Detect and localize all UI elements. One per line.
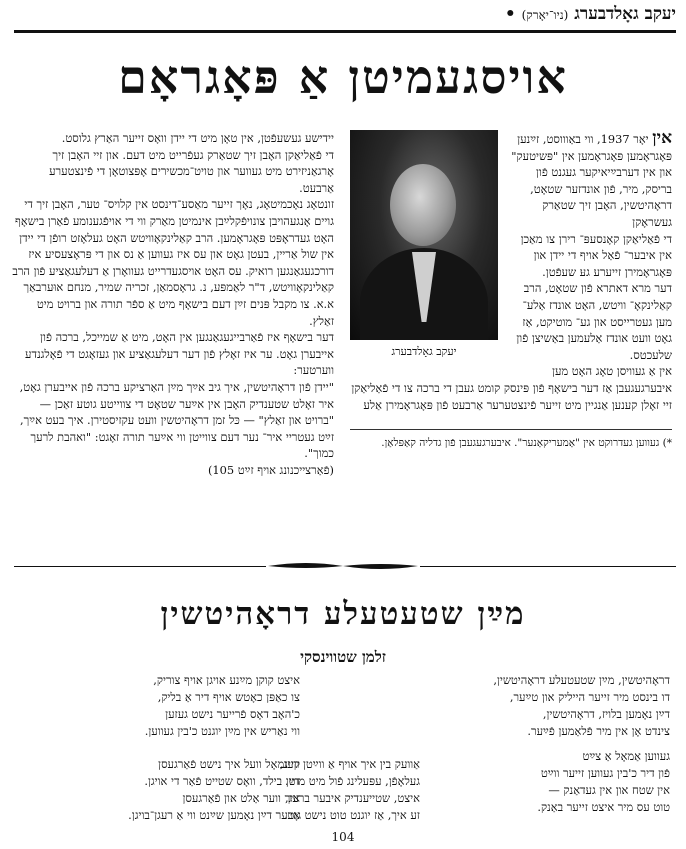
poem-stanza	[40, 672, 300, 740]
poem-line: דראָהיטשין, מײַן שטעטעלע דראָהיטשין,	[493, 673, 670, 687]
article-paragraph: יידישע געשעפֿטן, אין טאָן מיט די יידן וואָס זייער האַרץ גלוסט.	[61, 131, 334, 145]
poem-line: ווי נאַריש אין מײַן יוגנט כ'בין געווען.	[144, 724, 300, 738]
article-paragraph-text: יאָר 1937, ווי באַוווסט, זײַנען פּאָגראָמען פּאָגראָמען אין "פּשיטעק" און אין דערבײַיאיקער געגנט פֿון בריסק, מיר, פֿון אונדזער שטאָט, דראָהיטשין, האָבן זיך שטאַרק געשראָקן	[511, 132, 672, 229]
poem-line: דו בינסט מיר זייער הייליק און טײַער,	[509, 690, 670, 704]
poem-line: אַוועק בין איך אויף אַ ווײַטן וועג,	[279, 757, 420, 771]
article-paragraph: "יידן פֿון דראָהיטשין, איך גיב אײַך מײַן האַרציקע ברכה פֿון אייבערן גאָט, איר זאָלט שטענדיק האָבן אין אײַער שטאָט די צווייטע גוטע זאַכן — "ברויט און זאַלץ" — כּל זמן דראָהיטשין וועט עקזיסטירן. איך בעט אײַך, זײַט געטריי איר־ נער דעם צווייטן ווי אײַער תורה זאָגט: "ואהבת לרעך כמוך".	[19, 379, 334, 461]
article-paragraph: דער מרא דאתרא פֿון שטאָט, הרב קאַלינקאָ־ וויטש, האָט אונדז אַלע־ מען געטרייסט און גע־ מוטיקט, אַז גאָט וועט אונדז אַלעמען באַשיצן פֿון שלעכטס.	[516, 281, 672, 362]
divider-ornament-icon	[266, 559, 420, 573]
poem-line: זע איך, אַז יוגנט טוט נישט גוט.	[283, 808, 420, 822]
article-paragraph: די פֿאַליאַקן קאָנסעפּ־ רירן צו מאַכן אין איבער־ פֿאַל אויף די יידן און פּאָגראָמירן זייערע געּ שעפֿטן.	[520, 231, 672, 279]
article-paragraph: זונטאָג נאָכמיטאָג, נאָך זייער מאַסע־דינסט אין קלויס־ טער, האָבן זיך די גויים אָנגעהויבן צונויפֿקלײַבן אינמיטן מאַרק ווי די אויפֿגענומע פֿאַרן בישאָף האָט געדראָפּט פּאָגראָמען. הרב קאַלינקאָוויטש האָט געלאָזט רופֿן די יידן אין שול אַריין, בעטן גאָט און עס איז געווען אַ נס און די פּראָצעסיע איז דורכגעגאַנגען רואיק. עס האָט אויסגעדרייט געוואָרן אַ דעלעגאַציע פֿון הרב קאַלינקאָוויטש, ד"ר לאַמפּע, נ. גראָסמאַן, זכריה שמיר, מנחם אוּערבאַך א.א. צו מקבל פּנים זײַן דעם בישאָף מיט אַ ספֿר תורה און ברויט מיט זאַלץ.	[12, 197, 334, 328]
poem-line: דײַן נאָמען בלויז, דראָהיטשין,	[542, 707, 670, 721]
article-column-right	[350, 130, 672, 451]
poem-line: געלאָפֿן, עפּעלינג פֿול מיט מוט.	[285, 774, 420, 788]
poem-stanza	[430, 748, 670, 816]
header-author	[505, 4, 676, 24]
author-photo	[350, 130, 498, 362]
poem-line: צו כאַפּן כאָטש אויף דיר אַ בליק,	[157, 690, 300, 704]
poem-stanza	[430, 672, 670, 740]
poem-line: איך ווער אַלט און פֿאַרגעסן	[182, 791, 300, 805]
poem-author: זלמן שטווינסקי	[300, 648, 386, 666]
photo-caption: יעקב גאָלדבערג	[391, 345, 457, 358]
page-number: 104	[331, 830, 355, 844]
poem-line: אָבער דײַן נאָמען שײַנט ווי אַ רעגן־בויגן.	[128, 808, 300, 822]
poem-line: אין שטח און אין געדאַנק —	[548, 783, 670, 797]
article-column-left	[12, 130, 334, 478]
header-city: (ניו־יאָרק)	[521, 8, 569, 22]
poem-line: כ'האָב דאָס פֿרייער נישט געזען	[165, 707, 300, 721]
poem-line: דײַן בילד, וואָס שטייט פֿאַר די אויגן.	[144, 774, 300, 788]
poem-line: איצט, שטייענדיק איבער ברעג,	[284, 791, 420, 805]
article-paragraph: די פֿאַליאַקן האָבן זיך שטאַרק געפֿרייט מיט דעם. און זיי האָבן זיך אָרגאַניזירט מיט געווער און טויט־מכשירים אָפּצוטאָן די פֿינצטערע אַרבעט.	[49, 147, 334, 195]
article-paragraph: אין אַ געוויסן טאָג האָט מען איבערגעגעבן אַז דער בישאָף פֿון פּינסק קומט געבן די ברכה צו די פֿאַליאַקן זיי זאָלן קענען אַנגיין מיט זייער פֿינצטערער אַרבעט פֿון פּאָגראָמירן אַלע	[351, 364, 672, 412]
portrait-face	[390, 164, 456, 246]
poem-stanza	[40, 756, 300, 824]
author-portrait-image	[350, 130, 498, 340]
continuation-note: (פֿאַרצייכנונג אויף זײַט 105)	[207, 462, 334, 477]
header-bullet: •	[504, 4, 516, 24]
poem-line: טוט עס מיר איצט זייער באַנק.	[537, 800, 670, 814]
poem-line: איצט קוקן מײַנע אויגן אויף צוריק,	[153, 673, 300, 687]
poem-line: קיינמאָל וועל איך נישט פֿאַרגעסן	[158, 757, 300, 771]
running-header	[14, 4, 676, 33]
header-author-name: יעקב גאָלדבערג	[574, 4, 676, 24]
article-title: אויסגעמיטן אַ פּאָגראָם	[118, 50, 568, 104]
article-paragraph: דער בישאָף איז פֿאַרבייגעגאַנגען אין האָט, מיט אַ שמייכל, ברכה פֿון אייבערן גאָט. ער איז זאָלץ פֿון דער דעלעגאַציע און געזאָגט די פֿאָלגנדע ווערטער:	[25, 330, 334, 378]
poem-line: פֿון דיר כ'בין געווען זייער ווײַט	[540, 766, 670, 780]
footnote: *) געווען געדרוקט אין "אַמעריקאַנער". איבערגעגעבן פֿון גדליה קאַפּלאַן.	[350, 429, 672, 451]
drop-cap: אין	[652, 128, 672, 148]
poem-line: צינדט אָן אין מיר פֿלאַמען פֿײַער.	[527, 724, 670, 738]
poem-title: מײַן שטעטעלע דראָהיטשין	[160, 596, 526, 632]
poem-line: געווען אַמאָל אַ צײַט	[582, 749, 670, 763]
